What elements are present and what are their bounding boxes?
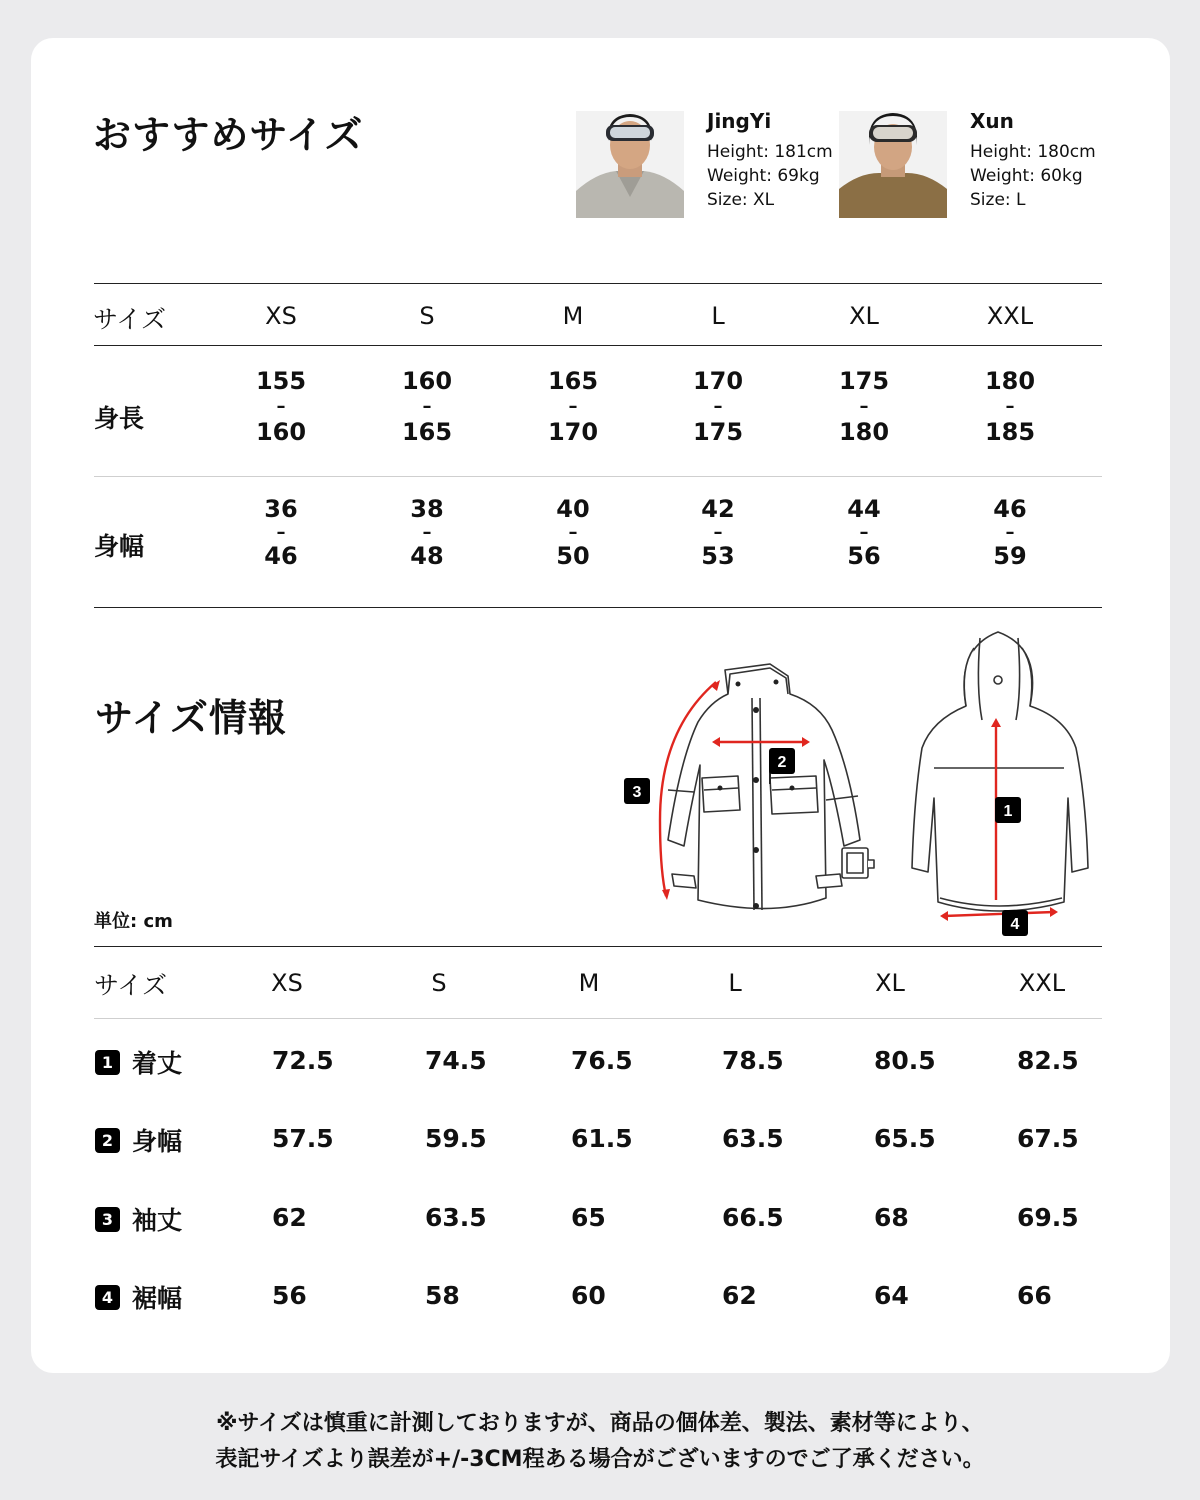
diagram-label-2: 2 — [777, 754, 787, 771]
info-value-cell: 63.5 — [722, 1124, 784, 1153]
range-dash: – — [713, 522, 723, 543]
table-rule — [94, 283, 1102, 284]
row-number-badge: 4 — [95, 1285, 120, 1310]
range-dash: – — [422, 396, 432, 417]
range-max: 175 — [692, 418, 744, 446]
info-value-cell: 64 — [874, 1281, 909, 1310]
table-rule — [94, 607, 1102, 608]
jacket-front-diagram — [620, 660, 875, 920]
row-number-badge: 2 — [95, 1128, 120, 1153]
row-number-badge: 1 — [95, 1050, 120, 1075]
model-name: Xun — [970, 109, 1014, 133]
guide-range-cell — [231, 497, 331, 569]
guide-range-cell — [668, 369, 768, 445]
info-value-cell: 78.5 — [722, 1046, 784, 1075]
model-height: Height: 181cm — [707, 142, 833, 162]
table-rule — [94, 345, 1102, 346]
table-rule — [94, 476, 1102, 477]
range-min: 155 — [255, 367, 307, 395]
guide-range-cell — [377, 497, 477, 569]
model-size: Size: XL — [707, 190, 775, 210]
info-size-header: S — [431, 969, 447, 997]
range-min: 46 — [993, 495, 1027, 523]
row-number-badge: 3 — [95, 1207, 120, 1232]
model-photo — [839, 111, 947, 218]
info-row-label — [95, 1122, 182, 1158]
guide-size-header: M — [562, 302, 584, 330]
info-value-cell: 82.5 — [1017, 1046, 1079, 1075]
guide-size-header: XL — [849, 302, 879, 330]
guide-range-cell — [523, 497, 623, 569]
row-label-text: 着丈 — [132, 1049, 183, 1078]
info-value-cell: 65 — [571, 1203, 606, 1232]
range-min: 42 — [701, 495, 735, 523]
range-min: 40 — [556, 495, 590, 523]
model-size: Size: L — [970, 190, 1026, 210]
guide-range-cell — [668, 497, 768, 569]
model-name: JingYi — [707, 109, 772, 133]
recommend-title: おすすめサイズ — [93, 113, 364, 157]
info-value-cell: 63.5 — [425, 1203, 487, 1232]
range-dash: – — [859, 396, 869, 417]
model-weight: Weight: 60kg — [970, 166, 1083, 186]
range-max: 50 — [556, 542, 590, 570]
info-value-cell: 69.5 — [1017, 1203, 1079, 1232]
disclaimer-line-2: 表記サイズより誤差が+/-3CM程ある場合がございますのでご了承ください。 — [215, 1447, 985, 1472]
diagram-label-1: 1 — [1003, 803, 1013, 820]
range-max: 160 — [255, 418, 307, 446]
diagram-label-3: 3 — [632, 784, 642, 801]
info-row-label — [95, 1279, 182, 1315]
info-value-cell: 65.5 — [874, 1124, 936, 1153]
info-value-cell: 59.5 — [425, 1124, 487, 1153]
range-max: 165 — [401, 418, 453, 446]
info-value-cell: 66 — [1017, 1281, 1052, 1310]
jacket-back-diagram — [900, 628, 1095, 938]
row-label-text: 身幅 — [132, 1127, 183, 1156]
info-value-cell: 74.5 — [425, 1046, 487, 1075]
range-min: 180 — [984, 367, 1036, 395]
range-max: 48 — [410, 542, 444, 570]
range-max: 180 — [838, 418, 890, 446]
guide-range-cell — [814, 497, 914, 569]
guide-range-cell — [960, 369, 1060, 445]
info-value-cell: 68 — [874, 1203, 909, 1232]
info-size-header: XXL — [1018, 969, 1066, 997]
info-value-cell: 66.5 — [722, 1203, 784, 1232]
info-size-header: M — [578, 969, 600, 997]
row-label-text: 裾幅 — [132, 1284, 183, 1313]
range-min: 170 — [692, 367, 744, 395]
guide-header-label: サイズ — [93, 305, 167, 334]
guide-range-cell — [960, 497, 1060, 569]
table-rule — [94, 1018, 1102, 1019]
model-photo — [576, 111, 684, 218]
info-row-label — [95, 1201, 182, 1237]
guide-row-label: 身幅 — [94, 532, 145, 561]
range-dash: – — [1005, 396, 1015, 417]
range-dash: – — [1005, 522, 1015, 543]
info-value-cell: 67.5 — [1017, 1124, 1079, 1153]
range-max: 53 — [701, 542, 735, 570]
info-size-header: XL — [875, 969, 905, 997]
info-value-cell: 72.5 — [272, 1046, 334, 1075]
info-value-cell: 80.5 — [874, 1046, 936, 1075]
row-label-text: 袖丈 — [132, 1206, 183, 1235]
range-max: 185 — [984, 418, 1036, 446]
info-title: サイズ情報 — [95, 696, 287, 740]
info-row-label — [95, 1044, 182, 1080]
disclaimer-line-1: ※サイズは慎重に計測しておりますが、商品の個体差、製法、素材等により、 — [216, 1411, 984, 1436]
range-min: 175 — [838, 367, 890, 395]
info-size-header: L — [728, 969, 742, 997]
range-max: 170 — [547, 418, 599, 446]
range-dash: – — [568, 522, 578, 543]
guide-range-cell — [231, 369, 331, 445]
table-rule — [94, 946, 1102, 947]
info-value-cell: 56 — [272, 1281, 307, 1310]
info-value-cell: 60 — [571, 1281, 606, 1310]
range-dash: – — [713, 396, 723, 417]
unit-label: 単位: cm — [94, 911, 173, 932]
info-value-cell: 76.5 — [571, 1046, 633, 1075]
range-dash: – — [859, 522, 869, 543]
model-height: Height: 180cm — [970, 142, 1096, 162]
guide-range-cell — [523, 369, 623, 445]
range-max: 59 — [993, 542, 1027, 570]
range-dash: – — [276, 522, 286, 543]
range-max: 46 — [264, 542, 298, 570]
guide-size-header: XXL — [986, 302, 1034, 330]
info-header-label: サイズ — [94, 971, 168, 1000]
info-value-cell: 57.5 — [272, 1124, 334, 1153]
info-value-cell: 61.5 — [571, 1124, 633, 1153]
guide-row-label: 身長 — [94, 404, 145, 433]
range-min: 36 — [264, 495, 298, 523]
range-dash: – — [276, 396, 286, 417]
guide-size-header: S — [419, 302, 435, 330]
range-min: 38 — [410, 495, 444, 523]
info-value-cell: 62 — [272, 1203, 307, 1232]
range-min: 160 — [401, 367, 453, 395]
range-dash: – — [568, 396, 578, 417]
info-value-cell: 58 — [425, 1281, 460, 1310]
guide-range-cell — [377, 369, 477, 445]
guide-size-header: XS — [265, 302, 297, 330]
guide-size-header: L — [711, 302, 725, 330]
range-max: 56 — [847, 542, 881, 570]
range-min: 165 — [547, 367, 599, 395]
model-weight: Weight: 69kg — [707, 166, 820, 186]
diagram-label-4: 4 — [1010, 916, 1020, 933]
range-min: 44 — [847, 495, 881, 523]
range-dash: – — [422, 522, 432, 543]
info-value-cell: 62 — [722, 1281, 757, 1310]
info-size-header: XS — [271, 969, 303, 997]
guide-range-cell — [814, 369, 914, 445]
